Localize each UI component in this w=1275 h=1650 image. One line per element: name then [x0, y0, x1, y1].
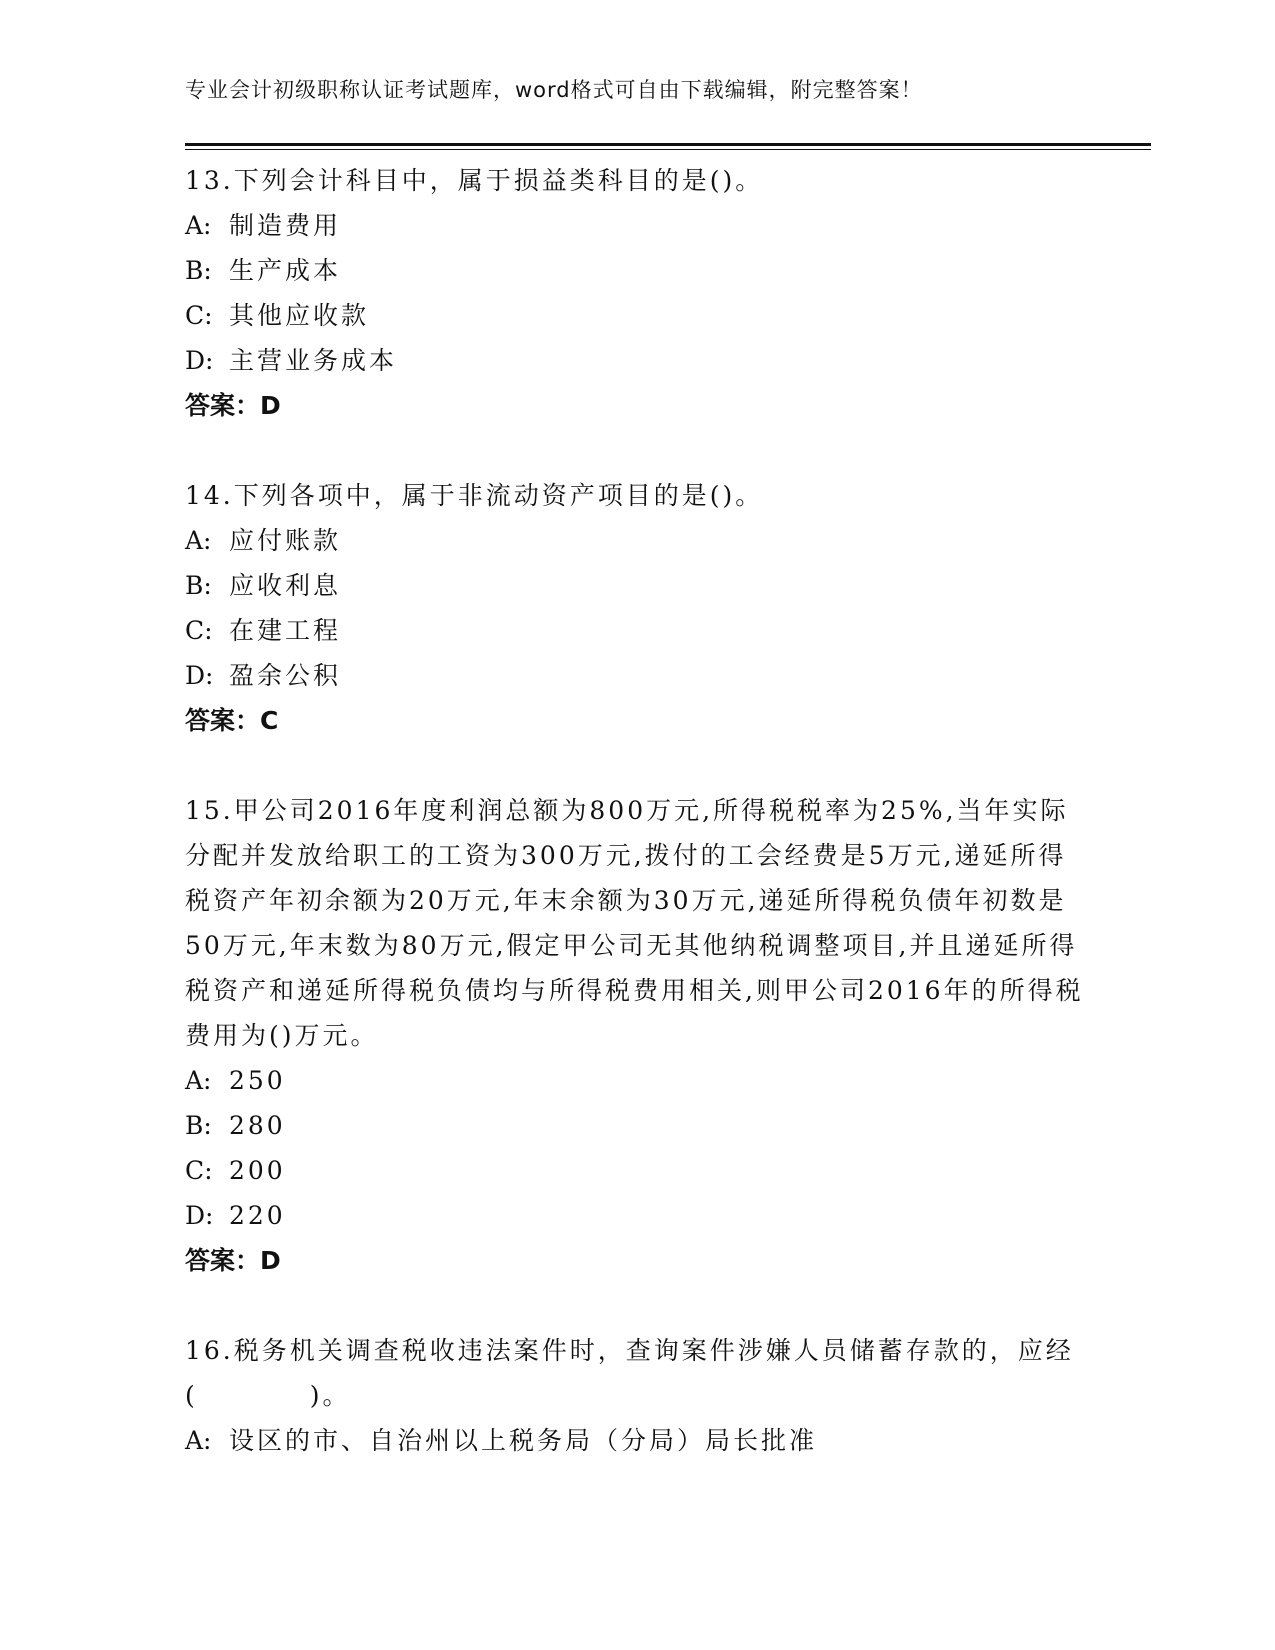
question-15	[185, 788, 1085, 1283]
answer-line: 答案：C	[185, 706, 279, 735]
option-a[interactable]	[185, 1058, 1085, 1103]
option-b[interactable]	[185, 248, 1085, 293]
option-text: 制造费用	[229, 211, 342, 240]
option-letter: A:	[185, 211, 212, 240]
option-b[interactable]	[185, 1103, 1085, 1148]
option-letter: D:	[185, 346, 214, 375]
question-13	[185, 158, 1085, 428]
option-c[interactable]	[185, 608, 1085, 653]
option-letter: B:	[185, 256, 212, 285]
option-text: 250	[229, 1066, 286, 1095]
option-text: 在建工程	[229, 616, 342, 645]
option-letter: C:	[185, 616, 213, 645]
option-text: 应付账款	[229, 526, 342, 555]
option-text: 应收利息	[229, 571, 342, 600]
header-rule-thick	[185, 143, 1151, 146]
answer-line: 答案：D	[185, 1246, 281, 1275]
question-stem: 16.税务机关调查税收违法案件时，查询案件涉嫌人员储蓄存款的，应经( )。	[185, 1336, 1074, 1410]
question-14	[185, 473, 1085, 743]
option-letter: C:	[185, 301, 213, 330]
question-list	[185, 158, 1085, 1463]
option-text: 其他应收款	[229, 301, 370, 330]
option-d[interactable]	[185, 653, 1085, 698]
option-d[interactable]	[185, 338, 1085, 383]
question-stem: 14.下列各项中，属于非流动资产项目的是()。	[185, 481, 764, 510]
question-spacer	[185, 428, 1085, 473]
option-c[interactable]	[185, 293, 1085, 338]
option-text: 盈余公积	[229, 661, 342, 690]
option-letter: D:	[185, 661, 214, 690]
option-letter: B:	[185, 1111, 212, 1140]
page-header: 专业会计初级职称认证考试题库，word格式可自由下载编辑，附完整答案！	[185, 78, 923, 102]
option-d[interactable]	[185, 1193, 1085, 1238]
option-text: 生产成本	[229, 256, 342, 285]
option-letter: A:	[185, 1066, 212, 1095]
option-text: 设区的市、自治州以上税务局（分局）局长批准	[229, 1426, 818, 1455]
option-letter: B:	[185, 571, 212, 600]
question-16	[185, 1328, 1085, 1463]
option-text: 220	[229, 1201, 286, 1230]
option-text: 主营业务成本	[229, 346, 398, 375]
header-rule-thin	[185, 149, 1151, 150]
option-letter: C:	[185, 1156, 213, 1185]
option-a[interactable]	[185, 203, 1085, 248]
option-c[interactable]	[185, 1148, 1085, 1193]
option-letter: A:	[185, 1426, 212, 1455]
option-text: 200	[229, 1156, 286, 1185]
option-b[interactable]	[185, 563, 1085, 608]
option-letter: D:	[185, 1201, 214, 1230]
option-a[interactable]	[185, 1418, 1085, 1463]
option-text: 280	[229, 1111, 286, 1140]
question-spacer	[185, 1283, 1085, 1328]
question-stem: 15.甲公司2016年度利润总额为800万元,所得税税率为25%,当年实际分配并发放给职工的工资为300万元,拨付的工会经费是5万元,递延所得税资产年初余额为20万元,年末余额为30万元,递延所得税负债年初数是50万元,年末数为80万元,假定甲公司无其他纳税调整项目,并且递延所得税资产和递延所得税负债均与所得税费用相关,则甲公司2016年的所得税费用为()万元。	[185, 796, 1084, 1050]
answer-line: 答案：D	[185, 391, 281, 420]
question-spacer	[185, 743, 1085, 788]
option-letter: A:	[185, 526, 212, 555]
question-stem: 13.下列会计科目中，属于损益类科目的是()。	[185, 166, 764, 195]
option-a[interactable]	[185, 518, 1085, 563]
